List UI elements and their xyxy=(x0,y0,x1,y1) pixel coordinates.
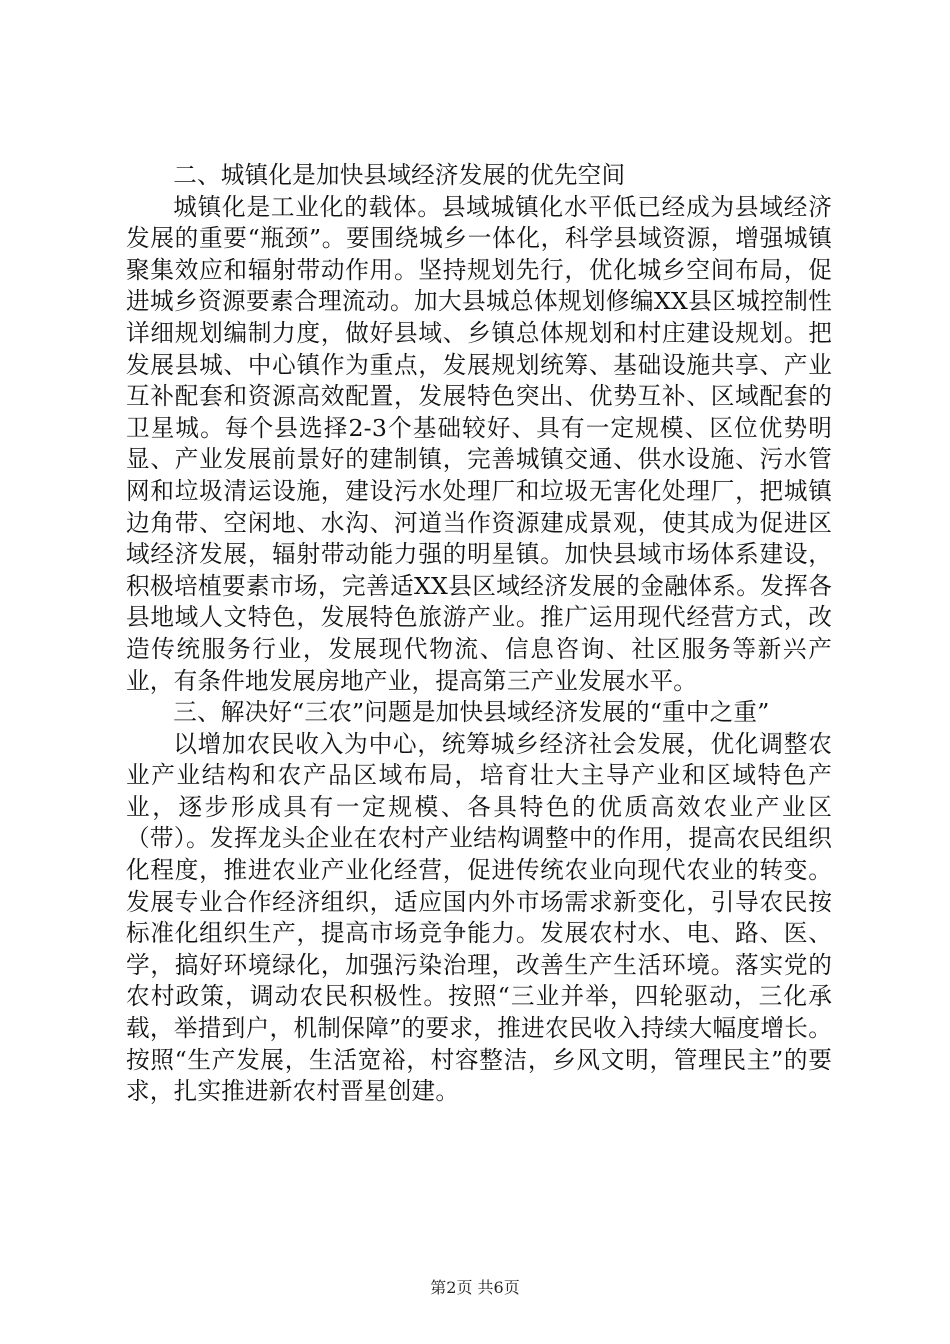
section-paragraph-3: 以增加农民收入为中心，统筹城乡经济社会发展，优化调整农业产业结构和农产品区域布局，培育壮大主导产业和区域特色产业，逐步形成具有一定规模、各具特色的优质高效农业产业区（带）。发挥龙头企业在农村产业结构调整中的作用，提高农民组织化程度，推进农业产业化经营，促进传统农业向现代农业的转变。发展专业合作经济组织，适应国内外市场需求新变化，引导农民按标准化组织生产，提高市场竞争能力。发展农村水、电、路、医、学，搞好环境绿化，加强污染治理，改善生产生活环境。落实党的农村政策，调动农民积极性。按照“三业并举，四轮驱动，三化承载，举措到户，机制保障”的要求，推进农民收入持续大幅度增长。按照“生产发展，生活宽裕，村容整洁，乡风文明，管理民主”的要求，扎实推进新农村晋星创建。 xyxy=(126,729,832,1106)
document-body xyxy=(126,160,832,1108)
section-paragraph-2: 城镇化是工业化的载体。县域城镇化水平低已经成为县域经济发展的重要“瓶颈”。要围绕城乡一体化，科学县域资源，增强城镇聚集效应和辐射带动作用。坚持规划先行，优化城乡空间布局，促进城乡资源要素合理流动。加大县城总体规划修编XX县区城控制性详细规划编制力度，做好县域、乡镇总体规划和村庄建设规划。把发展县城、中心镇作为重点，发展规划统筹、基础设施共享、产业互补配套和资源高效配置，发展特色突出、优势互补、区域配套的卫星城。每个县选择2-3个基础较好、具有一定规模、区位优势明显、产业发展前景好的建制镇，完善城镇交通、供水设施、污水管网和垃圾清运设施，建设污水处理厂和垃圾无害化处理厂，把城镇边角带、空闲地、水沟、河道当作资源建成景观，使其成为促进区域经济发展，辐射带动能力强的明星镇。加快县域市场体系建设，积极培植要素市场，完善适XX县区域经济发展的金融体系。发挥各县地域人文特色，发展特色旅游产业。推广运用现代经营方式，改造传统服务行业，发展现代物流、信息咨询、社区服务等新兴产业，有条件地发展房地产业，提高第三产业发展水平。 xyxy=(126,192,832,695)
section-heading-2: 二、城镇化是加快县域经济发展的优先空间 xyxy=(173,161,626,189)
page-number-footer: 第2页 共6页 xyxy=(430,1278,520,1297)
section-heading-3: 三、解决好“三农”问题是加快县域经济发展的“重中之重” xyxy=(173,698,770,727)
